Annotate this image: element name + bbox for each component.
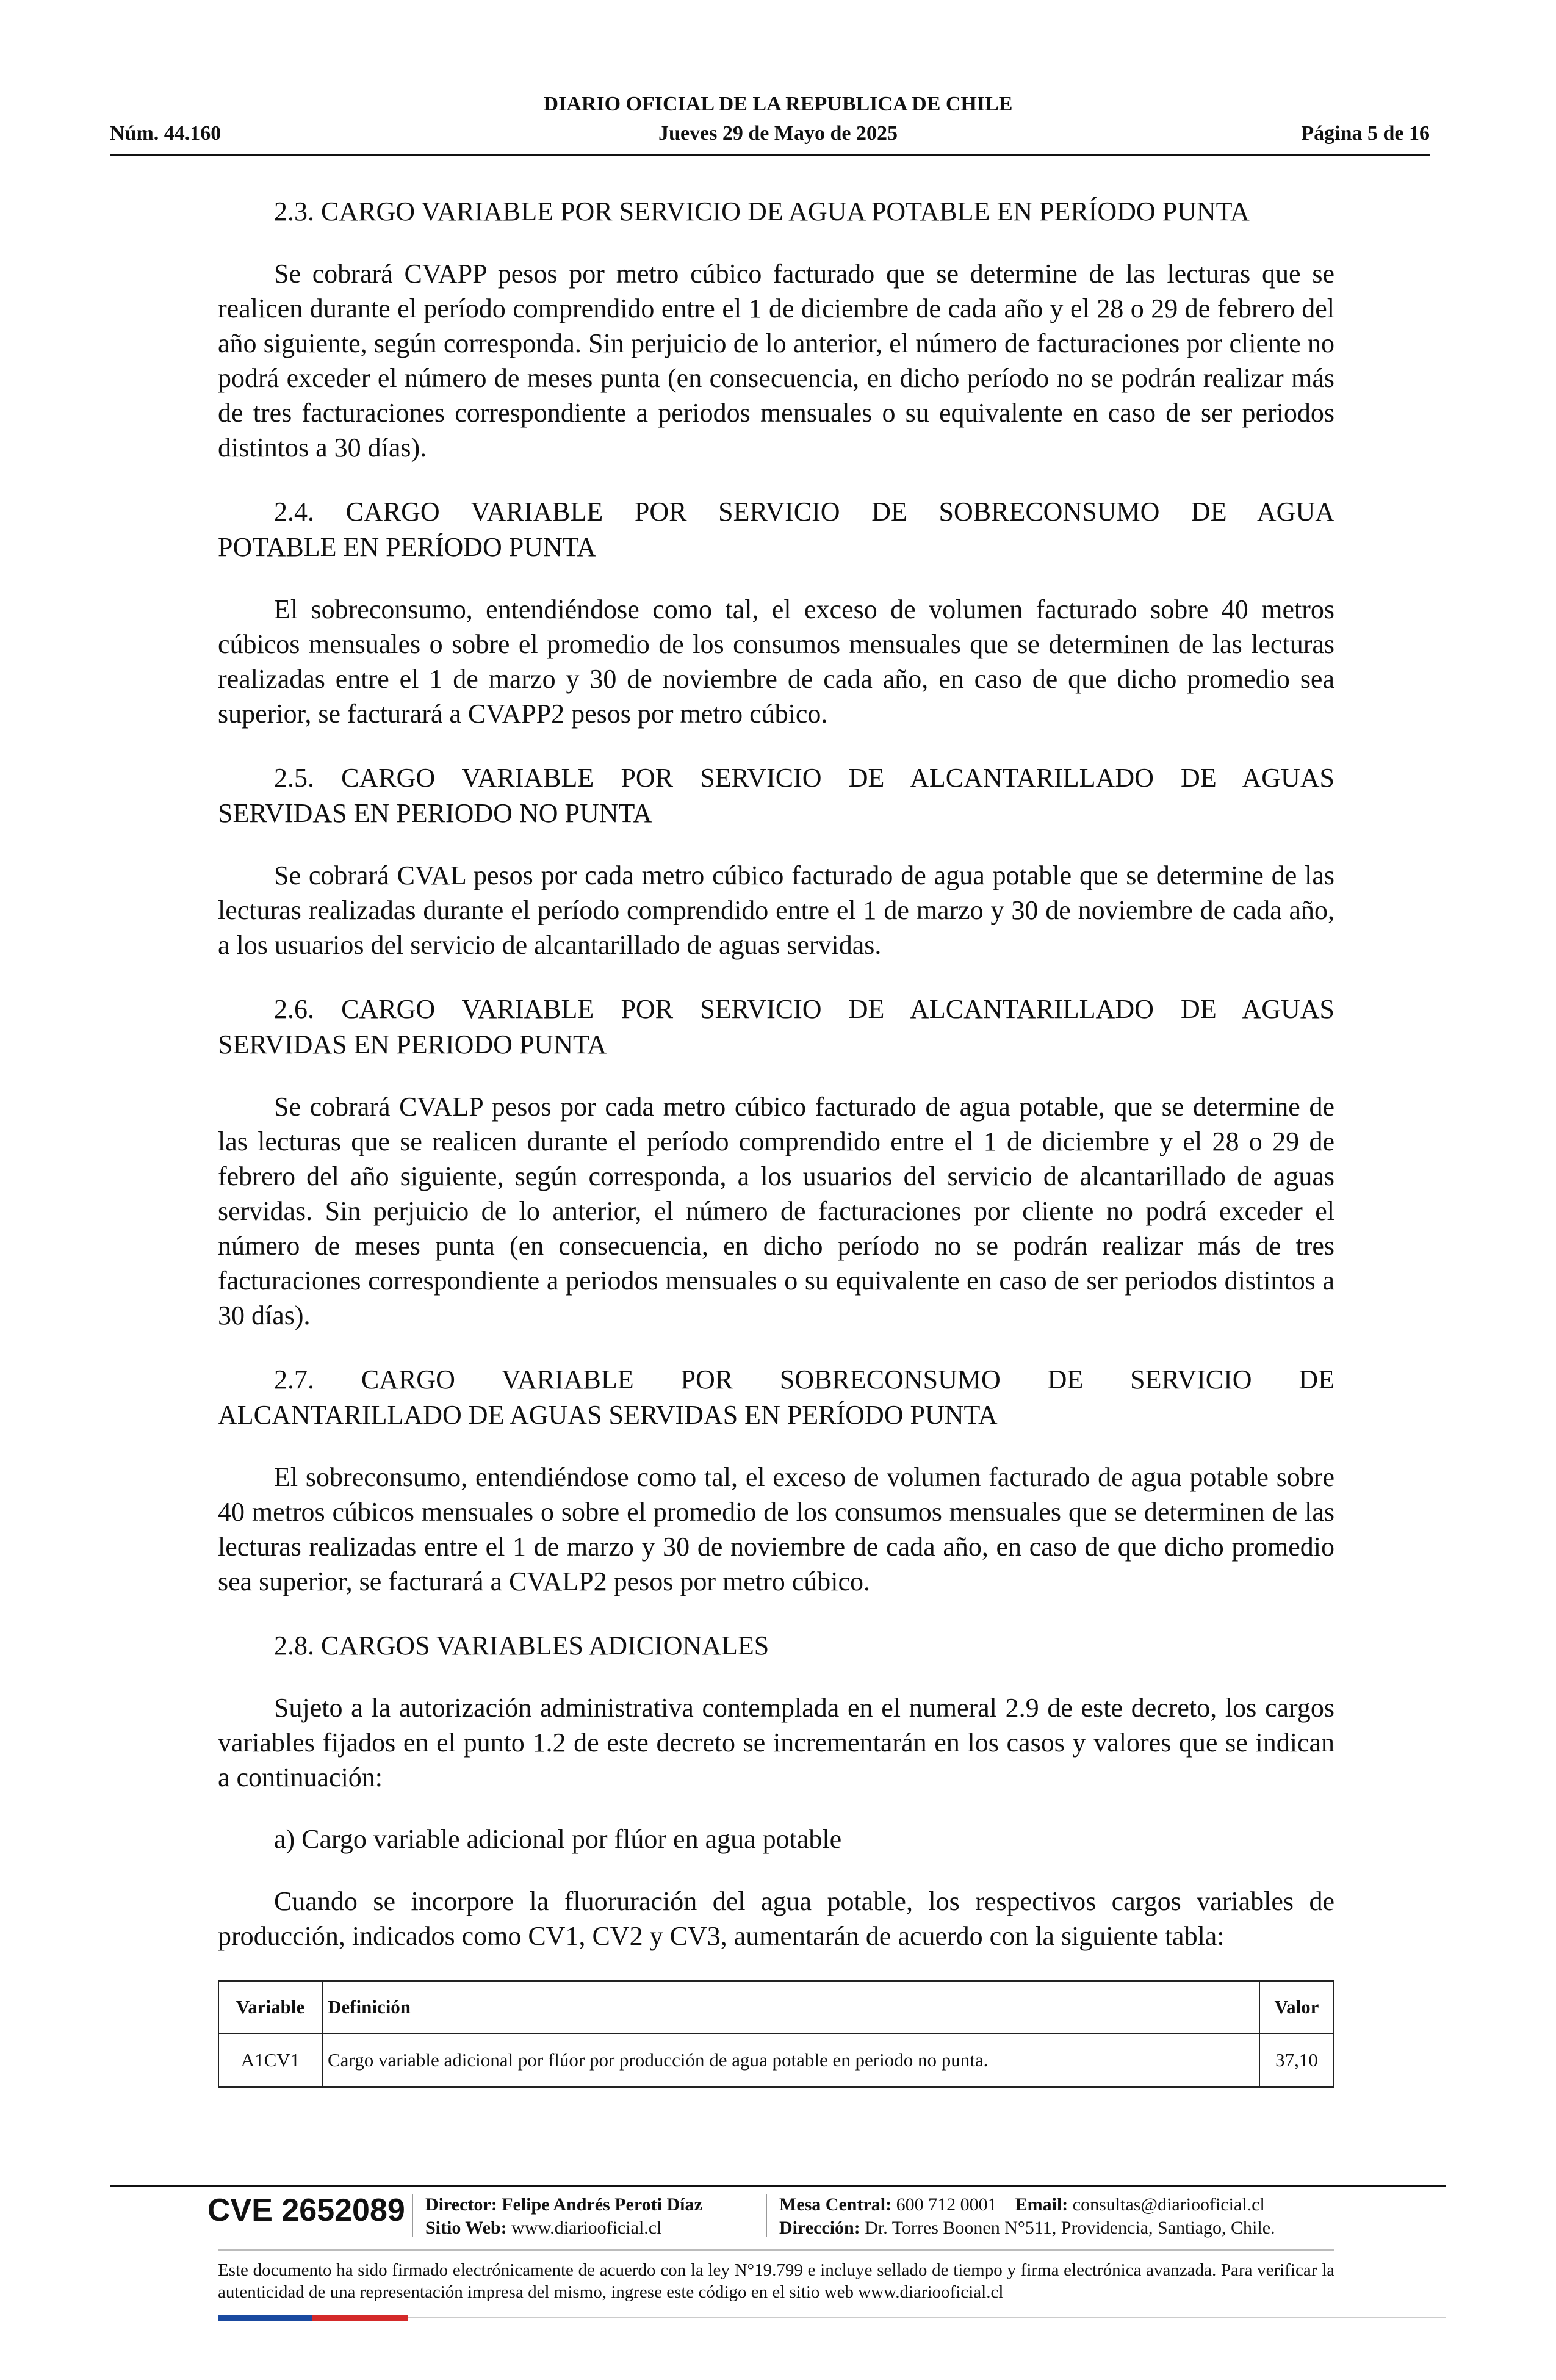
footer-contact: Mesa Central: 600 712 0001 Email: consultas@diariooficial.cl bbox=[779, 2194, 1265, 2215]
table-header-value: Valor bbox=[1259, 1981, 1334, 2033]
issue-number: Núm. 44.160 bbox=[110, 122, 222, 145]
section-2-3-title: 2.3. CARGO VARIABLE POR SERVICIO DE AGUA POTABLE EN PERÍODO PUNTA bbox=[274, 197, 1250, 226]
section-2-8-body: Sujeto a la autorización administrativa contemplada en el numeral 2.9 de este decreto, los cargos variables fijados en el punto 1.2 de este decreto se incrementarán en los casos y valores que se indican a continuación: bbox=[218, 1693, 1334, 1792]
footer-website: Sitio Web: www.diariooficial.cl bbox=[425, 2218, 662, 2238]
flag-stripe-red bbox=[312, 2315, 408, 2321]
cve-code: CVE 2652089 bbox=[207, 2193, 405, 2228]
section-2-5-title-line1: 2.5. CARGO VARIABLE POR SERVICIO DE ALCANTARILLADO DE AGUAS bbox=[274, 763, 1334, 793]
email-link[interactable]: consultas@diariooficial.cl bbox=[1072, 2194, 1265, 2215]
section-2-3-body: Se cobrará CVAPP pesos por metro cúbico facturado que se determine de las lecturas que se realicen durante el período comprendido entre el 1 de diciembre de cada año y el 28 o 29 de febrero del año siguiente, según corresponda. Sin perjuicio de lo anterior, el número de facturaciones por cliente no podrá exceder el número de meses punta (en consecuencia, en dicho período no se podrán realizar más de tres facturaciones correspondiente a periodos mensuales o su equivalente en caso de ser periodos distintos a 30 días). bbox=[218, 259, 1334, 463]
footer-divider bbox=[110, 2185, 1446, 2187]
footer-separator bbox=[766, 2194, 767, 2237]
table-row bbox=[218, 2033, 1334, 2087]
table-header-variable: Variable bbox=[218, 1981, 322, 2033]
table-cell-variable: A1CV1 bbox=[218, 2033, 322, 2087]
section-2-4-title-line1: 2.4. CARGO VARIABLE POR SERVICIO DE SOBRECONSUMO DE AGUA bbox=[274, 497, 1334, 527]
table-cell-value: 37,10 bbox=[1259, 2033, 1334, 2087]
newspaper-title: DIARIO OFICIAL DE LA REPUBLICA DE CHILE bbox=[543, 93, 1013, 115]
section-2-7-title-line2: ALCANTARILLADO DE AGUAS SERVIDAS EN PERÍODO PUNTA bbox=[218, 1400, 998, 1430]
section-2-4-title-line2: POTABLE EN PERÍODO PUNTA bbox=[218, 532, 596, 562]
section-2-6-body: Se cobrará CVALP pesos por cada metro cúbico facturado de agua potable, que se determine de las lecturas que se realicen durante el período comprendido entre el 1 de diciembre y el 28 o 29 de febrero del año siguiente, según corresponda, a los usuarios del servicio de alcantarillado de aguas servidas. Sin perjuicio de lo anterior, el número de facturaciones por cliente no podrá exceder el número de meses punta (en consecuencia, en dicho período no se podrán realizar más de tres facturaciones correspondiente a periodos mensuales o su equivalente en caso de ser periodos distintos a 30 días). bbox=[218, 1092, 1334, 1330]
document-body bbox=[218, 194, 1334, 2088]
footer-director: Director: Felipe Andrés Peroti Díaz bbox=[425, 2194, 702, 2215]
section-2-7-body: El sobreconsumo, entendiéndose como tal, el exceso de volumen facturado de agua potable sobre 40 metros cúbicos mensuales o sobre el promedio de los consumos mensuales que se determinen de las lecturas realizadas entre el 1 de marzo y 30 de noviembre de cada año, en caso de que dicho promedio sea superior, se facturará a CVALP2 pesos por metro cúbico. bbox=[218, 1462, 1334, 1596]
flag-stripe-blue bbox=[218, 2315, 312, 2321]
page-indicator: Página 5 de 16 bbox=[1301, 122, 1430, 145]
footer-separator bbox=[412, 2194, 413, 2237]
section-2-5-title-line2: SERVIDAS EN PERIODO NO PUNTA bbox=[218, 798, 652, 828]
section-2-6-title-line2: SERVIDAS EN PERIODO PUNTA bbox=[218, 1030, 607, 1059]
signature-notice: Este documento ha sido firmado electrónicamente de acuerdo con la ley N°19.799 e incluye sellado de tiempo y firma electrónica avanzada. Para verificar la autenticidad de una representación impresa del mismo, ingrese este código en el sitio web www.diariooficial.cl bbox=[218, 2260, 1334, 2302]
table-cell-definition: Cargo variable adicional por flúor por producción de agua potable en periodo no punta. bbox=[322, 2033, 1259, 2087]
section-2-7-title-line1: 2.7. CARGO VARIABLE POR SOBRECONSUMO DE SERVICIO DE bbox=[274, 1365, 1334, 1394]
section-2-8-subtitle: a) Cargo variable adicional por flúor en agua potable bbox=[274, 1824, 842, 1854]
section-2-8-title: 2.8. CARGOS VARIABLES ADICIONALES bbox=[274, 1631, 769, 1661]
section-2-4-body: El sobreconsumo, entendiéndose como tal, el exceso de volumen facturado sobre 40 metros cúbicos mensuales o sobre el promedio de los consumos mensuales que se determinen de las lecturas realizadas entre el 1 de marzo y 30 de noviembre de cada año, en caso de que dicho promedio sea superior, se facturará a CVAPP2 pesos por metro cúbico. bbox=[218, 594, 1334, 729]
section-2-5-body: Se cobrará CVAL pesos por cada metro cúbico facturado de agua potable que se determine de las lecturas realizadas durante el período comprendido entre el 1 de marzo y 30 de noviembre de cada año, a los usuarios del servicio de alcantarillado de aguas servidas. bbox=[218, 860, 1334, 960]
footer-address: Dirección: Dr. Torres Boonen N°511, Providencia, Santiago, Chile. bbox=[779, 2218, 1275, 2238]
section-2-6-title-line1: 2.6. CARGO VARIABLE POR SERVICIO DE ALCANTARILLADO DE AGUAS bbox=[274, 994, 1334, 1024]
section-2-8-body-2: Cuando se incorpore la fluoruración del agua potable, los respectivos cargos variables de producción, indicados como CV1, CV2 y CV3, aumentarán de acuerdo con la siguiente tabla: bbox=[218, 1886, 1334, 1951]
table-header-definition: Definición bbox=[322, 1981, 1259, 2033]
footer-divider-thin bbox=[218, 2249, 1334, 2251]
header-divider bbox=[110, 154, 1430, 156]
issue-date: Jueves 29 de Mayo de 2025 bbox=[658, 122, 898, 145]
footer-divider-bottom bbox=[408, 2317, 1446, 2318]
fluor-charge-table bbox=[218, 1980, 1334, 2088]
website-link[interactable]: www.diariooficial.cl bbox=[511, 2218, 662, 2238]
table-header-row bbox=[218, 1981, 1334, 2033]
